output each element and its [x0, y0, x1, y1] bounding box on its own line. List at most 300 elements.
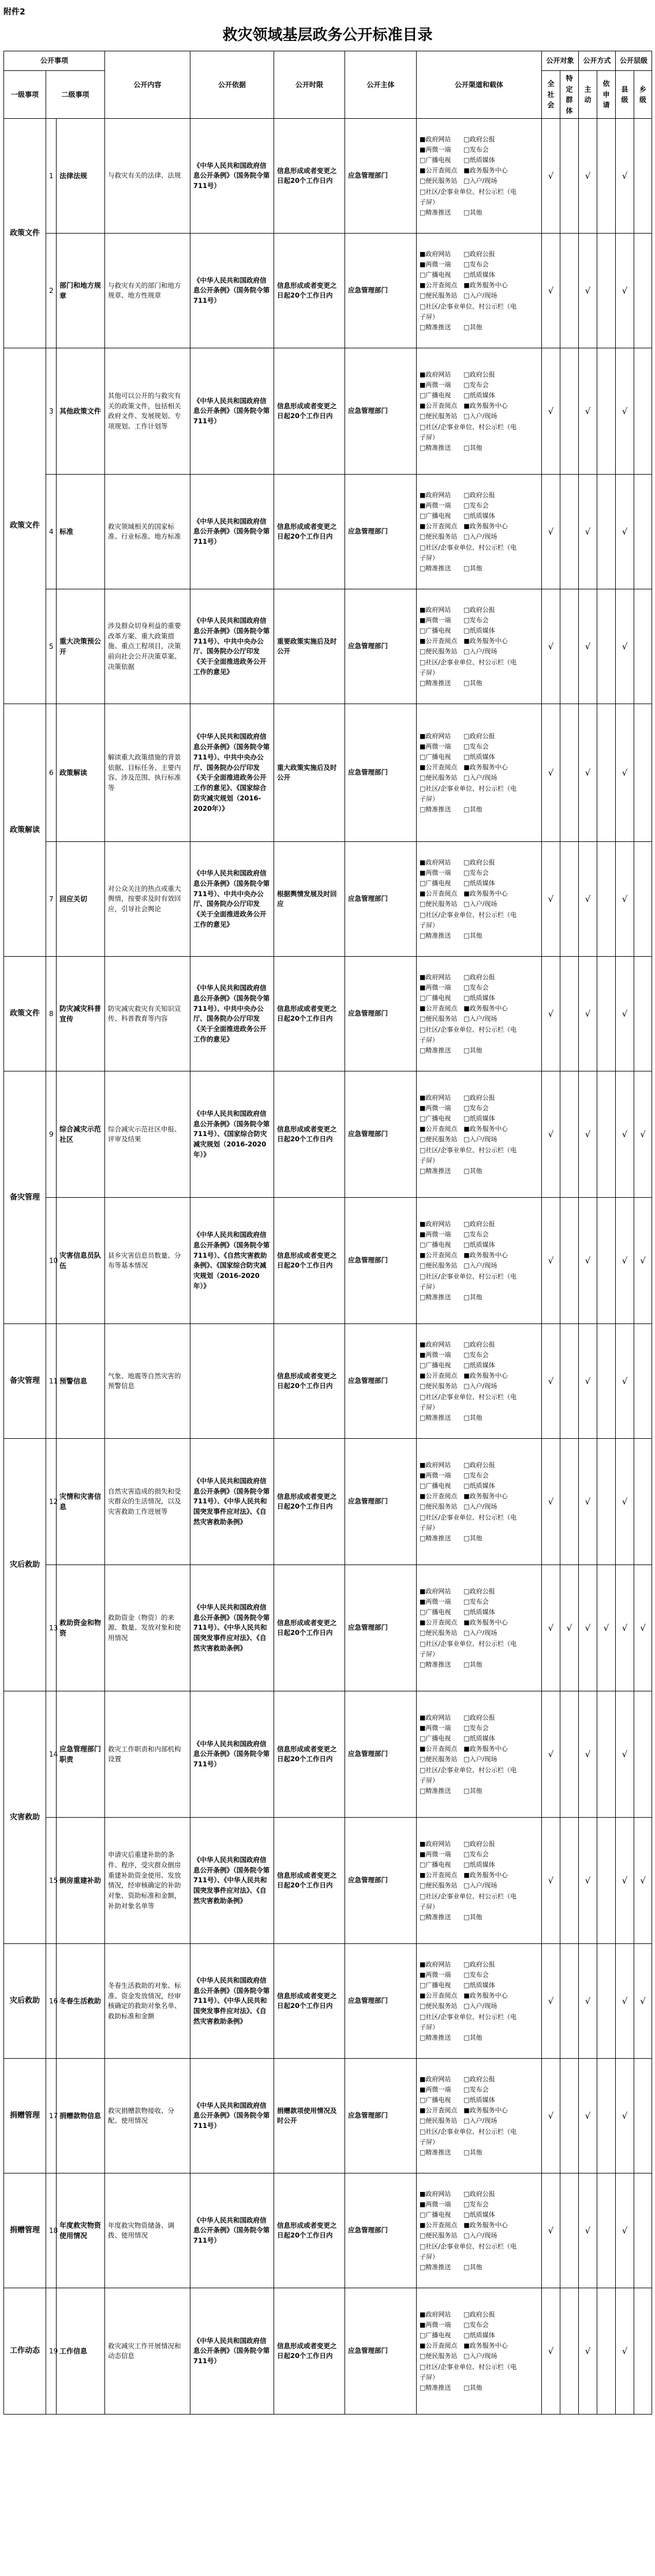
cell-subject: 应急管理部门: [345, 957, 417, 1071]
cell-mode-request: √: [597, 1565, 616, 1691]
channel-option: ■公开查阅点 ■政务服务中心: [420, 281, 508, 289]
cell-basis: 《中华人民共和国政府信息公开条例》（国务院令第711号）、《国家综合防灾减灾规划（2016-2020年）》: [190, 1071, 274, 1198]
cell-level2-matter: 灾情和灾害信息: [57, 1439, 105, 1565]
cell-level-county: √: [616, 475, 634, 589]
channel-option: ■两微一端 □发布会: [420, 742, 489, 750]
channel-option: □精准推送 □其他: [420, 443, 482, 452]
cell-time-limit: 信息形成或者变更之日起20个工作日内: [274, 2173, 345, 2288]
cell-mode-request: [597, 2059, 616, 2173]
channel-option: □便民服务站 □入户/现场: [420, 412, 497, 420]
cell-channels: [417, 1565, 542, 1691]
cell-level1-matter: 灾后救助: [4, 1944, 46, 2059]
channel-option: □广播电视 □纸质媒体: [420, 879, 495, 888]
cell-mode-request: [597, 957, 616, 1071]
cell-subject: 应急管理部门: [345, 1324, 417, 1439]
cell-basis: 《中华人民共和国政府信息公开条例》（国务院令第711号）、《中华人民共和国突发事件应对法》、《自然灾害救助条例》: [190, 1439, 274, 1565]
table-row: [4, 234, 652, 348]
cell-level1-matter: 政策文件: [4, 119, 46, 348]
cell-object-specific: [560, 1944, 579, 2059]
cell-mode-active: √: [579, 234, 597, 348]
cell-content: 与救灾有关的部门和地方规章、地方性规章: [105, 234, 190, 348]
cell-number: 5: [46, 589, 57, 704]
cell-level1-matter: 灾后救助: [4, 1439, 46, 1691]
cell-mode-active: √: [579, 1198, 597, 1324]
channel-option: 子屏）: [420, 795, 439, 803]
cell-mode-active: √: [579, 1439, 597, 1565]
channel-option: □便民服务站 □入户/现场: [420, 1503, 497, 1511]
channel-option: ■两微一端 □发布会: [420, 616, 489, 624]
channel-option: □广播电视 □纸质媒体: [420, 271, 495, 279]
cell-subject: 应急管理部门: [345, 1071, 417, 1198]
channel-option: ■两微一端 □发布会: [420, 1471, 489, 1479]
cell-basis: [190, 1324, 274, 1439]
channel-option: ■公开查阅点 ■政务服务中心: [420, 522, 508, 531]
cell-basis: 《中华人民共和国政府信息公开条例》（国务院令第711号）、中共中央办公厅、国务院办公厅印发《关于全面推进政务公开工作的意见》、《国家综合防灾减灾规划（2016-2020年）》: [190, 704, 274, 842]
table-row: [4, 842, 652, 957]
channel-option: ■政府网站 □政府公报: [420, 1587, 495, 1595]
channel-option: ■公开查阅点 ■政务服务中心: [420, 2342, 508, 2350]
channel-option: ■政府网站 □政府公报: [420, 1840, 495, 1848]
channel-option: ■公开查阅点 ■政务服务中心: [420, 1251, 508, 1259]
cell-level1-matter: 灾害救助: [4, 1691, 46, 1944]
cell-channels: [417, 348, 542, 475]
cell-number: 9: [46, 1071, 57, 1198]
cell-number: 16: [46, 1944, 57, 2059]
header-level2: 二级事项: [46, 71, 105, 119]
channel-option: 子屏）: [420, 921, 439, 929]
header-mode-request: 依申请: [597, 71, 616, 119]
cell-level2-matter: 年度救灾物资使用情况: [57, 2173, 105, 2288]
channel-option: ■公开查阅点 ■政务服务中心: [420, 2221, 508, 2229]
cell-content: 防灾减灾救灾有关知识宣传、科普教育等内容: [105, 957, 190, 1071]
cell-basis: 《中华人民共和国政府信息公开条例》（国务院令第711号）: [190, 348, 274, 475]
cell-mode-request: [597, 348, 616, 475]
cell-level-county: √: [616, 957, 634, 1071]
channel-option: ■政府网站 □政府公报: [420, 1220, 495, 1228]
cell-object-specific: √: [560, 1565, 579, 1691]
cell-level-town: [634, 1691, 652, 1818]
cell-mode-request: [597, 1324, 616, 1439]
cell-content: 救助资金（物资）的来源、数量、发放对象和使用情况: [105, 1565, 190, 1691]
channel-option: ■政府网站 □政府公报: [420, 2190, 495, 2198]
channel-option: □便民服务站 □入户/现场: [420, 1262, 497, 1270]
channel-option: 子屏）: [420, 2252, 439, 2261]
header-time-limit: 公开时限: [274, 51, 345, 119]
channel-option: □便民服务站 □入户/现场: [420, 177, 497, 185]
channel-option: ■公开查阅点 ■政务服务中心: [420, 1871, 508, 1879]
channel-option: ■两微一端 □发布会: [420, 501, 489, 509]
channel-option: ■两微一端 □发布会: [420, 1597, 489, 1605]
channel-list: [420, 972, 538, 1056]
cell-subject: 应急管理部门: [345, 475, 417, 589]
cell-mode-active: √: [579, 119, 597, 234]
cell-level-town: [634, 842, 652, 957]
cell-level-town: [634, 1324, 652, 1439]
cell-level-town: √: [634, 1198, 652, 1324]
cell-object-specific: [560, 2288, 579, 2415]
channel-option: ■两微一端 □发布会: [420, 381, 489, 389]
cell-channels: [417, 475, 542, 589]
cell-level-town: √: [634, 1818, 652, 1944]
table-row: [4, 1198, 652, 1324]
channel-option: □精准推送 □其他: [420, 1046, 482, 1054]
channel-option: 子屏）: [420, 1403, 439, 1411]
channel-option: □社区/企事业单位、村公示栏（电: [420, 1146, 517, 1154]
channel-option: ■公开查阅点 ■政务服务中心: [420, 1619, 508, 1627]
channel-option: □便民服务站 □入户/现场: [420, 2352, 497, 2360]
cell-content: 救灾工作职责和内部机构设置: [105, 1691, 190, 1818]
cell-number: 12: [46, 1439, 57, 1565]
cell-level2-matter: 灾害信息员队伍: [57, 1198, 105, 1324]
cell-subject: 应急管理部门: [345, 2173, 417, 2288]
cell-level2-matter: 救助资金和物资: [57, 1565, 105, 1691]
cell-level1-matter: 政策解读: [4, 704, 46, 957]
cell-mode-request: [597, 1198, 616, 1324]
table-row: [4, 348, 652, 475]
channel-option: ■两微一端 □发布会: [420, 1970, 489, 1979]
channel-option: ■政府网站 □政府公报: [420, 973, 495, 981]
channel-list: [420, 731, 538, 815]
cell-object-all: √: [542, 2288, 560, 2415]
cell-level-town: [634, 2288, 652, 2415]
cell-mode-active: √: [579, 589, 597, 704]
cell-object-specific: [560, 2173, 579, 2288]
cell-level-county: √: [616, 348, 634, 475]
channel-option: □社区/企事业单位、村公示栏（电: [420, 2363, 517, 2371]
channel-option: ■两微一端 □发布会: [420, 1850, 489, 1858]
cell-object-all: √: [542, 957, 560, 1071]
cell-subject: 应急管理部门: [345, 1944, 417, 2059]
cell-mode-request: [597, 1071, 616, 1198]
cell-object-all: √: [542, 348, 560, 475]
channel-option: □精准推送 □其他: [420, 564, 482, 572]
cell-mode-active: √: [579, 348, 597, 475]
channel-option: ■政府网站 □政府公报: [420, 732, 495, 740]
table-row: [4, 589, 652, 704]
cell-object-all: √: [542, 1324, 560, 1439]
channel-option: □便民服务站 □入户/现场: [420, 1755, 497, 1763]
channel-option: □便民服务站 □入户/现场: [420, 1629, 497, 1637]
channel-option: □精准推送 □其他: [420, 931, 482, 939]
cell-channels: [417, 119, 542, 234]
cell-mode-active: √: [579, 1818, 597, 1944]
channel-option: 子屏）: [420, 1902, 439, 1911]
header-mode-group: 公开方式: [579, 51, 616, 71]
cell-object-specific: [560, 957, 579, 1071]
channel-list: [420, 370, 538, 453]
cell-object-specific: [560, 475, 579, 589]
cell-subject: 应急管理部门: [345, 119, 417, 234]
table-row: [4, 1439, 652, 1565]
cell-level2-matter: 法律法规: [57, 119, 105, 234]
header-subject: 公开主体: [345, 51, 417, 119]
header-matter: 公开事项: [4, 51, 105, 71]
cell-time-limit: 信息形成或者变更之日起20个工作日内: [274, 348, 345, 475]
channel-option: □精准推送 □其他: [420, 1660, 482, 1668]
channel-option: □社区/企事业单位、村公示栏（电: [420, 1025, 517, 1033]
table-row: [4, 1324, 652, 1439]
cell-number: 13: [46, 1565, 57, 1691]
cell-object-all: √: [542, 1439, 560, 1565]
channel-option: □精准推送 □其他: [420, 1293, 482, 1301]
channel-option: □广播电视 □纸质媒体: [420, 753, 495, 761]
channel-option: 子屏）: [420, 1036, 439, 1044]
cell-number: 11: [46, 1324, 57, 1439]
cell-mode-request: [597, 842, 616, 957]
channel-option: □广播电视 □纸质媒体: [420, 1735, 495, 1743]
channel-option: ■两微一端 □发布会: [420, 2321, 489, 2329]
cell-level-town: [634, 348, 652, 475]
cell-time-limit: 信息形成或者变更之日起20个工作日内: [274, 2288, 345, 2415]
cell-mode-request: [597, 1691, 616, 1818]
cell-object-specific: [560, 234, 579, 348]
channel-list: [420, 1839, 538, 1923]
header-content: 公开内容: [105, 51, 190, 119]
cell-content: 涉及群众切身利益的重要改革方案、重大政策措施、重点工程项目，决策前向社会公开决策草案、决策依据: [105, 589, 190, 704]
cell-object-all: √: [542, 1944, 560, 2059]
cell-level1-matter: 政策文件: [4, 957, 46, 1071]
cell-level2-matter: 倒房重建补助: [57, 1818, 105, 1944]
channel-option: □精准推送 □其他: [420, 208, 482, 216]
cell-level-county: √: [616, 1324, 634, 1439]
cell-level-town: [634, 1439, 652, 1565]
cell-mode-request: [597, 2173, 616, 2288]
cell-object-all: √: [542, 2173, 560, 2288]
cell-basis: 《中华人民共和国政府信息公开条例》（国务院令第711号）、《中华人民共和国突发事件应对法》、《自然灾害救助条例》: [190, 1944, 274, 2059]
cell-object-specific: [560, 348, 579, 475]
channel-option: ■公开查阅点 ■政务服务中心: [420, 2107, 508, 2115]
channel-option: ■政府网站 □政府公报: [420, 135, 495, 143]
cell-mode-active: √: [579, 2059, 597, 2173]
cell-level2-matter: 部门和地方规章: [57, 234, 105, 348]
channel-option: ■公开查阅点 ■政务服务中心: [420, 1125, 508, 1133]
cell-level-town: √: [634, 1565, 652, 1691]
cell-basis: 《中华人民共和国政府信息公开条例》（国务院令第711号）: [190, 234, 274, 348]
channel-option: ■公开查阅点 ■政务服务中心: [420, 1745, 508, 1753]
cell-mode-active: √: [579, 1324, 597, 1439]
cell-time-limit: 信息形成或者变更之日起20个工作日内: [274, 1439, 345, 1565]
cell-level2-matter: 标准: [57, 475, 105, 589]
cell-mode-request: [597, 589, 616, 704]
cell-basis: 《中华人民共和国政府信息公开条例》（国务院令第711号）、《自然灾害救助条例》、《国家综合防灾减灾规划（2016-2020年）》: [190, 1198, 274, 1324]
cell-channels: [417, 957, 542, 1071]
channel-option: □精准推送 □其他: [420, 323, 482, 331]
channel-list: [420, 1219, 538, 1303]
channel-option: □精准推送 □其他: [420, 2263, 482, 2271]
cell-subject: 应急管理部门: [345, 348, 417, 475]
channel-option: ■公开查阅点 ■政务服务中心: [420, 1005, 508, 1013]
channel-option: 子屏）: [420, 2138, 439, 2146]
cell-time-limit: 信息形成或者变更之日起20个工作日内: [274, 475, 345, 589]
table-row: [4, 2173, 652, 2288]
channel-option: □社区/企事业单位、村公示栏（电: [420, 1766, 517, 1774]
channel-option: □便民服务站 □入户/现场: [420, 774, 497, 782]
channel-option: □精准推送 □其他: [420, 805, 482, 813]
channel-option: ■政府网站 □政府公报: [420, 606, 495, 614]
cell-content: 县乡灾害信息员数量、分布等基本情况: [105, 1198, 190, 1324]
channel-option: □精准推送 □其他: [420, 1913, 482, 1921]
cell-level1-matter: 捐赠管理: [4, 2059, 46, 2173]
cell-time-limit: 重要政策实施后及时公开: [274, 589, 345, 704]
channel-option: □广播电视 □纸质媒体: [420, 512, 495, 520]
cell-mode-active: √: [579, 475, 597, 589]
cell-mode-active: √: [579, 704, 597, 842]
cell-number: 18: [46, 2173, 57, 2288]
channel-option: 子屏）: [420, 198, 439, 206]
cell-number: 4: [46, 475, 57, 589]
channel-option: ■公开查阅点 ■政务服务中心: [420, 1992, 508, 2000]
channel-option: □社区/企事业单位、村公示栏（电: [420, 1639, 517, 1648]
cell-level-county: √: [616, 2173, 634, 2288]
cell-level-town: √: [634, 1071, 652, 1198]
cell-subject: 应急管理部门: [345, 842, 417, 957]
channel-option: ■公开查阅点 ■政务服务中心: [420, 402, 508, 410]
cell-content: 自然灾害造成的损失和受灾群众的生活情况，以及灾害救助工作进展等: [105, 1439, 190, 1565]
cell-channels: [417, 234, 542, 348]
cell-time-limit: 信息形成或者变更之日起20个工作日内: [274, 234, 345, 348]
channel-option: ■两微一端 □发布会: [420, 2085, 489, 2093]
channel-option: □社区/企事业单位、村公示栏（电: [420, 784, 517, 792]
channel-option: □精准推送 □其他: [420, 1413, 482, 1421]
channel-option: □社区/企事业单位、村公示栏（电: [420, 2013, 517, 2021]
cell-level-town: [634, 2059, 652, 2173]
channel-option: □广播电视 □纸质媒体: [420, 1115, 495, 1123]
cell-number: 6: [46, 704, 57, 842]
channel-option: □社区/企事业单位、村公示栏（电: [420, 1272, 517, 1280]
cell-content: 对公众关注的热点或重大舆情，按要求及时有效回应，引导社会舆论: [105, 842, 190, 957]
table-row: [4, 704, 652, 842]
cell-level1-matter: 捐赠管理: [4, 2173, 46, 2288]
cell-level2-matter: 预警信息: [57, 1324, 105, 1439]
cell-time-limit: 信息形成或者变更之日起20个工作日内: [274, 1324, 345, 1439]
channel-option: 子屏）: [420, 1156, 439, 1164]
cell-level1-matter: 备灾管理: [4, 1071, 46, 1324]
cell-number: 17: [46, 2059, 57, 2173]
cell-subject: 应急管理部门: [345, 1198, 417, 1324]
cell-number: 14: [46, 1691, 57, 1818]
cell-mode-request: [597, 234, 616, 348]
table-body: [4, 119, 652, 2415]
channel-option: ■政府网站 □政府公报: [420, 370, 495, 378]
cell-mode-request: [597, 1818, 616, 1944]
channel-option: ■公开查阅点 ■政务服务中心: [420, 890, 508, 898]
cell-object-all: √: [542, 1691, 560, 1818]
channel-option: ■政府网站 □政府公报: [420, 2075, 495, 2083]
channel-option: 子屏）: [420, 1283, 439, 1291]
channel-option: □广播电视 □纸质媒体: [420, 994, 495, 1002]
channel-option: ■公开查阅点 ■政务服务中心: [420, 167, 508, 175]
cell-mode-request: [597, 119, 616, 234]
channel-option: 子屏）: [420, 433, 439, 441]
cell-level2-matter: 冬春生活救助: [57, 1944, 105, 2059]
cell-level-town: [634, 957, 652, 1071]
cell-basis: 《中华人民共和国政府信息公开条例》（国务院令第711号）: [190, 2173, 274, 2288]
channel-option: ■政府网站 □政府公报: [420, 491, 495, 499]
cell-channels: [417, 704, 542, 842]
cell-basis: 《中华人民共和国政府信息公开条例》（国务院令第711号）、《中华人民共和国突发事件应对法》、《自然灾害救助条例》: [190, 1818, 274, 1944]
cell-object-all: √: [542, 589, 560, 704]
cell-level-county: √: [616, 2059, 634, 2173]
header-level-group: 公开层级: [616, 51, 652, 71]
cell-channels: [417, 1944, 542, 2059]
channel-option: 子屏）: [420, 554, 439, 562]
table-row: [4, 2059, 652, 2173]
cell-subject: 应急管理部门: [345, 2288, 417, 2415]
cell-number: 8: [46, 957, 57, 1071]
table-row: [4, 1691, 652, 1818]
table-row: [4, 119, 652, 234]
cell-level-county: √: [616, 1818, 634, 1944]
cell-channels: [417, 2288, 542, 2415]
channel-option: □便民服务站 □入户/现场: [420, 292, 497, 300]
cell-object-specific: [560, 1818, 579, 1944]
cell-level-town: [634, 589, 652, 704]
cell-mode-request: [597, 704, 616, 842]
header-channels: 公开渠道和载体: [417, 51, 542, 119]
channel-option: □广播电视 □纸质媒体: [420, 1861, 495, 1869]
cell-content: 救灾领域相关的国家标准、行业标准、地方标准: [105, 475, 190, 589]
channel-option: □便民服务站 □入户/现场: [420, 2117, 497, 2125]
channel-option: □精准推送 □其他: [420, 1787, 482, 1795]
cell-level-county: √: [616, 2288, 634, 2415]
cell-object-specific: [560, 1691, 579, 1818]
channel-list: [420, 2074, 538, 2158]
cell-level1-matter: 备灾管理: [4, 1324, 46, 1439]
channel-option: ■两微一端 □发布会: [420, 1104, 489, 1112]
table-row: [4, 475, 652, 589]
cell-object-all: √: [542, 842, 560, 957]
table-row: [4, 957, 652, 1071]
header-object-all: 全社会: [542, 71, 560, 119]
channel-list: [420, 1586, 538, 1670]
cell-subject: 应急管理部门: [345, 1818, 417, 1944]
channel-option: □社区/企事业单位、村公示栏（电: [420, 1892, 517, 1900]
cell-time-limit: 信息形成或者变更之日起20个工作日内: [274, 1565, 345, 1691]
channel-option: □社区/企事业单位、村公示栏（电: [420, 302, 517, 310]
channel-option: □便民服务站 □入户/现场: [420, 1882, 497, 1890]
cell-level2-matter: 政策解读: [57, 704, 105, 842]
channel-option: □社区/企事业单位、村公示栏（电: [420, 1393, 517, 1401]
cell-channels: [417, 842, 542, 957]
channel-option: 子屏）: [420, 313, 439, 321]
channel-list: [420, 2189, 538, 2273]
cell-mode-active: √: [579, 1691, 597, 1818]
cell-mode-active: √: [579, 957, 597, 1071]
cell-time-limit: 信息形成或者变更之日起20个工作日内: [274, 1691, 345, 1818]
cell-number: 15: [46, 1818, 57, 1944]
cell-mode-active: √: [579, 1565, 597, 1691]
cell-object-all: √: [542, 1818, 560, 1944]
channel-option: 子屏）: [420, 1650, 439, 1658]
cell-channels: [417, 1071, 542, 1198]
cell-object-all: √: [542, 475, 560, 589]
channel-option: □便民服务站 □入户/现场: [420, 2002, 497, 2010]
cell-object-specific: [560, 1324, 579, 1439]
cell-content: 解读重大政策措施的背景依据、目标任务、主要内容、涉及范围、执行标准等: [105, 704, 190, 842]
cell-time-limit: 信息形成或者变更之日起20个工作日内: [274, 1944, 345, 2059]
table-row: [4, 1565, 652, 1691]
channel-option: ■公开查阅点 ■政务服务中心: [420, 764, 508, 772]
cell-subject: 应急管理部门: [345, 1439, 417, 1565]
channel-option: □广播电视 □纸质媒体: [420, 1981, 495, 1990]
channel-list: [420, 1340, 538, 1423]
cell-level2-matter: 回应关切: [57, 842, 105, 957]
channel-option: □社区/企事业单位、村公示栏（电: [420, 423, 517, 431]
cell-level-county: √: [616, 119, 634, 234]
channel-option: □广播电视 □纸质媒体: [420, 1608, 495, 1616]
cell-basis: 《中华人民共和国政府信息公开条例》（国务院令第711号）、中共中央办公厅、国务院办公厅印发《关于全面推进政务公开工作的意见》: [190, 589, 274, 704]
channel-option: 子屏）: [420, 1776, 439, 1784]
